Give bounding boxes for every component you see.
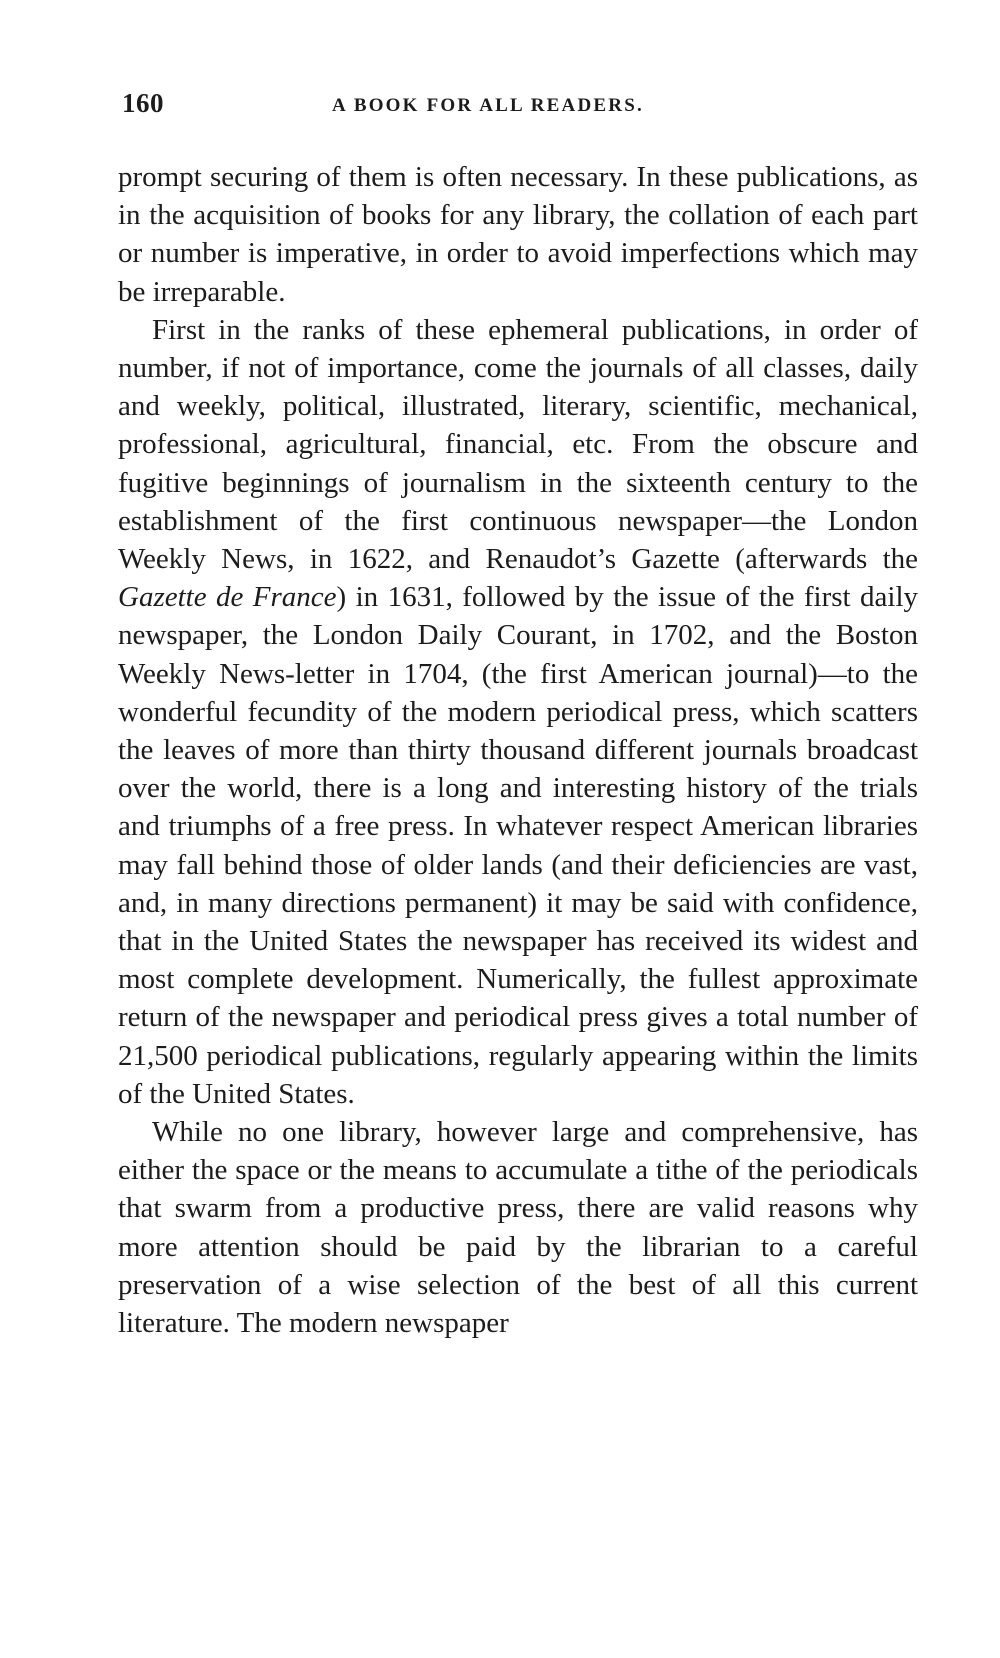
paragraph-text: While no one library, however large and comprehensive, has either the space or the means to accumulate a tithe of the periodicals that swarm from a productive press, there are valid reasons why more attention should be paid by the librarian to a careful preservation of a wise selection of the best of all this current literature. The modern newspaper xyxy=(118,1116,918,1340)
paragraph xyxy=(118,311,918,1113)
paragraph-text: First in the ranks of these ephemeral publications, in order of number, if not of importance, come the journals of all classes, daily and weekly, political, illustrated, literary, scientific, mechanical, professional, agricultural, financial, etc. From the obscure and fugitive beginnings of journalism in the sixteenth century to the establishment of the first continuous newspaper—the London Weekly News, in 1622, and Renaudot’s Gazette (afterwards the xyxy=(118,313,918,576)
paragraph-text: ) in 1631, followed by the issue of the first daily newspaper, the London Daily Courant, in 1702, and the Boston Weekly News-letter in 1704, (the first American journal)—to the wonderful fecundity of the modern periodical press, which scatters the leaves of more than thirty thousand different journals broadcast over the world, there is a long and interesting history of the trials and triumphs of a free press. In whatever respect American libraries may fall behind those of older lands (and their deficiencies are vast, and, in many directions permanent) it may be said with confidence, that in the United States the newspaper has received its widest and most complete development. Numerically, the fullest approximate return of the newspaper and periodical press gives a total number of 21,500 periodical publications, regularly appearing within the limits of the United States. xyxy=(118,581,919,1110)
italic-title: Gazette de France xyxy=(118,581,337,614)
body-text xyxy=(118,158,918,1342)
running-head: A BOOK FOR ALL READERS. xyxy=(332,95,644,116)
page-header xyxy=(122,88,922,128)
paragraph xyxy=(118,158,918,311)
paragraph-text: prompt securing of them is often necessary. In these publications, as in the acquisition of books for any library, the collation of each part or number is imperative, in order to avoid imperfections which may be irreparable. xyxy=(118,161,918,308)
page-number: 160 xyxy=(122,88,164,118)
paragraph xyxy=(118,1113,918,1342)
